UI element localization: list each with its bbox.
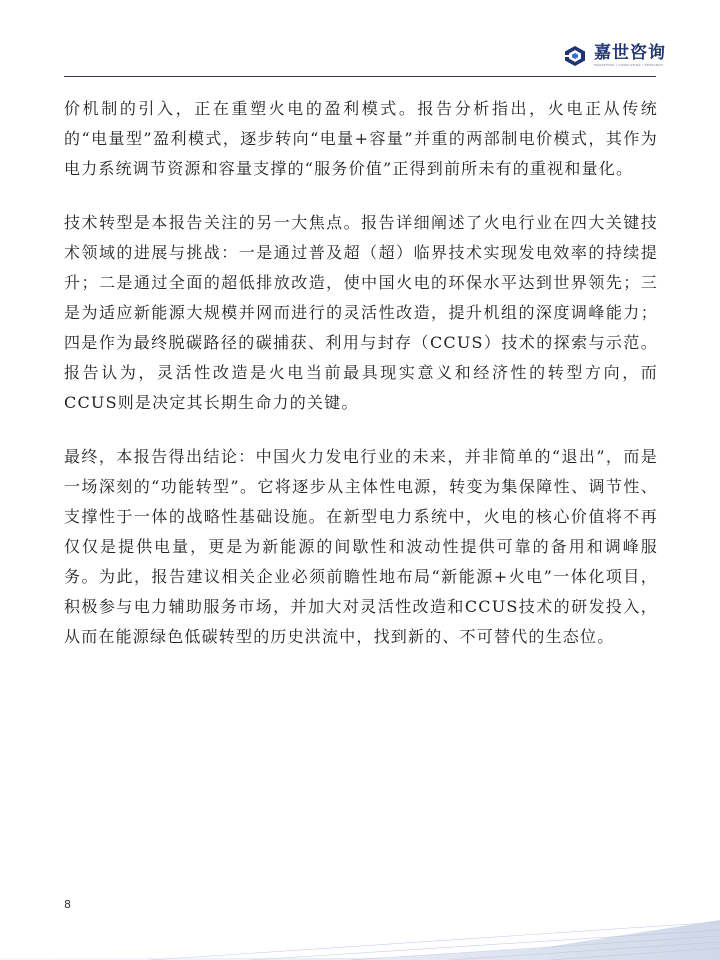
header-divider bbox=[64, 76, 656, 77]
footer-decoration bbox=[0, 900, 720, 960]
logo-mark-icon bbox=[564, 45, 586, 67]
page-number: 8 bbox=[64, 898, 71, 911]
page-header bbox=[0, 0, 720, 80]
paragraph-2: 技术转型是本报告关注的另一大焦点。报告详细阐述了火电行业在四大关键技术领域的进展与挑战：一是通过普及超（超）临界技术实现发电效率的持续提升；二是通过全面的超低排放改造，使中国火电的环保水平达到世界领先；三是为适应新能源大规模并网而进行的灵活性改造，提升机组的深度调峰能力；四是作为最终脱碳路径的碳捕获、利用与封存（CCUS）技术的探索与示范。报告认为，灵活性改造是火电当前最具现实意义和经济性的转型方向，而CCUS则是决定其长期生命力的关键。 bbox=[64, 213, 658, 412]
logo-name: 嘉世咨询 bbox=[594, 43, 666, 63]
paragraph-3: 最终，本报告得出结论：中国火力发电行业的未来，并非简单的“退出”，而是一场深刻的“功能转型”。它将逐步从主体性电源，转变为集保障性、调节性、支撑性于一体的战略性基础设施。在新型电力系统中，火电的核心价值将不再仅仅是提供电量，更是为新能源的间歇性和波动性提供可靠的备用和调峰服务。为此，报告建议相关企业必须前瞻性地布局“新能源+火电”一体化项目，积极参与电力辅助服务市场，并加大对灵活性改造和CCUS技术的研发投入，从而在能源绿色低碳转型的历史洪流中，找到新的、不可替代的生态位。 bbox=[64, 447, 658, 646]
paragraph-1: 价机制的引入，正在重塑火电的盈利模式。报告分析指出，火电正从传统的“电量型”盈利模式，逐步转向“电量+容量”并重的两部制电价模式，其作为电力系统调节资源和容量支撑的“服务价值”正得到前所未有的重视和量化。 bbox=[64, 99, 658, 178]
logo-tagline: MARKETING | CONSULTING | RESEARCH bbox=[594, 63, 664, 67]
brand-logo bbox=[564, 44, 666, 68]
report-body bbox=[64, 94, 658, 676]
